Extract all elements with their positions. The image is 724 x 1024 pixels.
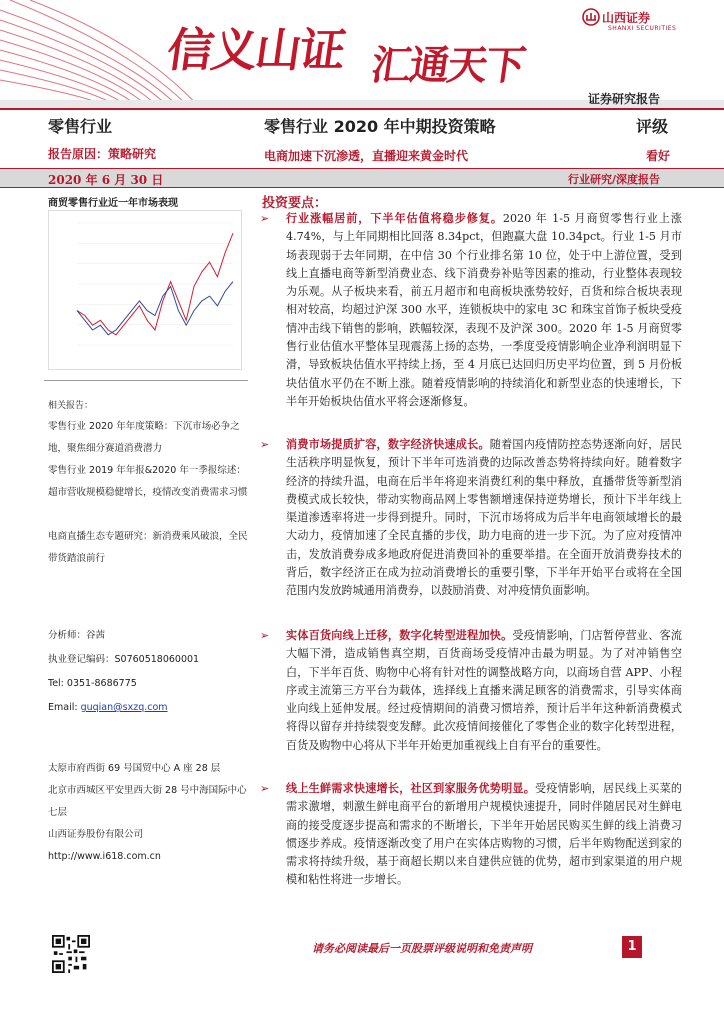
report-title: 零售行业 2020 年中期投资策略 <box>264 117 496 136</box>
analyst-name: 分析师：谷茜 <box>48 630 106 641</box>
chart-series-line-2 <box>77 282 233 335</box>
related-report-3[interactable]: 电商直播生态专题研究：新消费乘风破浪，全民带货踏浪前行 <box>48 531 248 564</box>
top-rule <box>0 108 724 110</box>
bullet-arrow-icon: ➢ <box>260 629 270 642</box>
point-2-body: 随着国内疫情防控态势逐渐向好，居民生活秩序明显恢复，预计下半年可选消费的边际改善态势将持续向好。随着数字经济的持续升温，电商在后半年将迎来消费红利的集中释放，直播带货等新型消费模式成长较快，带动实物商品网上零售额增速保持逆势增长，预计下半年线上渠道渗透率将进一步得到提升。同时，下沉市场将成为后半年电商领域增长的最大动力，疫情加速了全民直播的步伐，助力电商的进一步下沉。为了应对疫情冲击，发放消费券成多地政府促进消费回补的重要举措。在全面开放消费券技术的背后，数字经济正在成为拉动消费增长的重要引擎，下半年开始平台或将在全国范围内发放跨城通用消费券，以鼓励消费、对冲疫情负面影响。 <box>286 438 682 598</box>
analyst-license: 执业登记编码：S0760518060001 <box>48 654 200 665</box>
related-report-1[interactable]: 零售行业 2020 年年度策略：下沉市场必争之地，聚焦细分赛道消费潜力 <box>48 421 240 454</box>
investment-points-title: 投资要点： <box>262 196 328 211</box>
bullet-arrow-icon: ➢ <box>260 782 270 795</box>
brand-english-name: SHANXI SECURITIES <box>608 25 677 32</box>
company-address <box>48 758 248 868</box>
point-1-body: 2020 年 1-5 月商贸零售行业上涨 4.74%，与上年同期相比回落 8.34pct，但跑赢大盘 10.34pct。行业 1-5 月市场表现弱于去年同期，在中信 30 个行业排名第 10 位，处于中上游位置，受到线上直播电商等新型消费业态、线下消费券补贴等因素的推动，行业整体表现较为乐观。从子板块来看，前五月超市和电商板块涨势较好，百货和综合板块表现相对较高，均超过沪深 300 水平，连锁板块中的家电 3C 和珠宝首饰子板块受疫情冲击线下销售的影响，跌幅较深，表现不及沪深 300。2020 年 1-5 月商贸零售行业估值水平整体呈现震荡上扬的态势，一季度受疫情影响企业净利润明显下滑，导致板块估值水平持续上扬，至 4 月底已达回归历史平均位置，到 5 月份板块估值水平仍在不断上涨。随着疫情影响的持续消化和新型业态的快速增长，下半年开始板块估值水平将会逐渐修复。 <box>286 212 682 408</box>
company-website[interactable]: http://www.i618.com.cn <box>48 851 161 862</box>
chart-svg <box>49 211 243 371</box>
point-1-heading: 行业涨幅居前，下半年估值将稳步修复。 <box>286 212 503 225</box>
qr-code-icon <box>52 935 90 973</box>
report-type: 证券研究报告 <box>588 92 661 106</box>
slogan-left: 信义山证 <box>163 23 348 77</box>
chart-gridlines <box>77 223 233 345</box>
slogan-right: 汇通天下 <box>368 42 527 89</box>
chart-title: 商贸零售行业近一年市场表现 <box>48 198 178 209</box>
point-4-body: 受疫情影响，居民线上买菜的需求激增，刺激生鲜电商平台的新增用户规模快速提升，同时伴随居民对生鲜电商的接受度逐步提高和需求的不断增长，下半年开始居民购买生鲜的线上消费习惯逐步养成。疫情逐渐改变了用户在实体店购物的习惯，后半年购物配送到家的需求将持续升级，基于商超长期以来自建供应链的优势，超市到家渠道的用户规模和粘性将进一步增长。 <box>286 782 682 887</box>
investment-point-3 <box>262 627 682 755</box>
bullet-arrow-icon: ➢ <box>260 438 270 451</box>
related-report-2[interactable]: 零售行业 2019 年年报&2020 年一季报综述：超市营收规模稳健增长，疫情改变消费需求习惯 <box>48 465 248 498</box>
company-name: 山西证券股份有限公司 <box>48 829 144 840</box>
shanxi-securities-logo-icon <box>582 8 600 26</box>
bullet-arrow-icon: ➢ <box>260 212 270 225</box>
investment-point-4 <box>262 780 682 890</box>
sidebar-rule <box>44 380 248 381</box>
point-2-heading: 消费市场提质扩容，数字经济快速成长。 <box>286 438 490 451</box>
rating-value: 看好 <box>646 149 671 163</box>
report-reason: 报告原因：策略研究 <box>48 147 157 161</box>
analyst-email-row <box>48 696 199 720</box>
report-subtitle: 电商加速下沉渗透，直播迎来黄金时代 <box>264 149 469 163</box>
address-beijing: 北京市西城区平安里西大街 28 号中海国际中心七层 <box>48 785 247 818</box>
investment-point-2 <box>262 436 682 601</box>
investment-point-1 <box>262 210 682 411</box>
report-category: 行业研究/深度报告 <box>568 173 661 186</box>
rating-label: 评级 <box>636 117 669 136</box>
analyst-info <box>48 624 199 720</box>
analyst-email-link[interactable]: guqian@sxzq.com <box>80 702 168 713</box>
industry-name: 零售行业 <box>48 117 113 136</box>
disclaimer-note: 请务必阅读最后一页股票评级说明和免责声明 <box>312 942 532 955</box>
market-performance-chart <box>48 210 242 370</box>
point-3-heading: 实体百货向线上迁移，数字化转型进程加快。 <box>286 629 513 642</box>
page-number: 1 <box>622 936 642 958</box>
related-reports-title: 相关报告： <box>48 401 94 411</box>
analyst-tel: Tel: 0351-8686775 <box>48 678 137 689</box>
point-3-body: 受疫情影响，门店暂停营业、客流大幅下滑，造成销售真空期，百货商场受疫情冲击最为明显。为了对冲销售空白，下半年百货、购物中心将有针对性的调整战略方向，以商场自营 APP、小程序或主流第三方平台为载体，选择线上直播来满足顾客的消费需求，引导实体商业向线上延伸发展。经过疫情期间的消费习惯培养，预计后半年这种新消费模式将得以留存并持续裂变发酵。此次疫情间接催化了零售企业的数字化转型进程，百货及购物中心将从下半年开始更加重视线上自有平台的重要性。 <box>286 629 682 752</box>
report-date: 2020 年 6 月 30 日 <box>48 173 164 187</box>
brand-name: 山西证券 <box>602 11 651 25</box>
address-taiyuan: 太原市府西街 69 号国贸中心 A 座 28 层 <box>48 763 221 774</box>
email-label: Email: <box>48 702 81 713</box>
point-4-heading: 线上生鲜需求快速增长，社区到家服务优势明显。 <box>286 782 536 795</box>
